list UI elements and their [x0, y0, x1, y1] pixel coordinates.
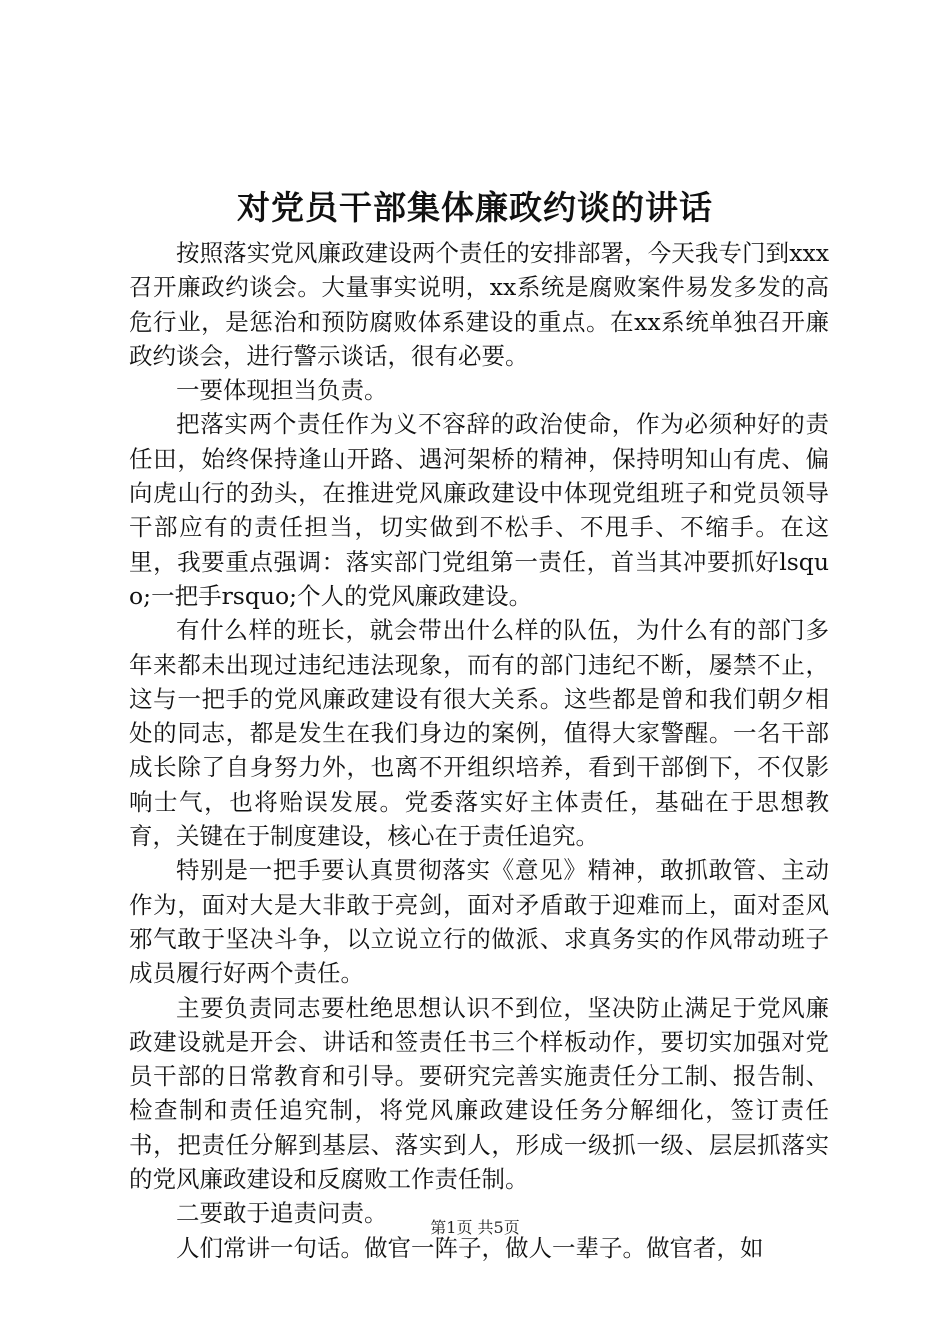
- body-paragraph: 有什么样的班长，就会带出什么样的队伍，为什么有的部门多年来都未出现过违纪违法现象，而有的部门违纪不断，屡禁不止，这与一把手的党风廉政建设有很大关系。这些都是曾和我们朝夕相处的同志，都是发生在我们身边的案例，值得大家警醒。一名干部成长除了自身努力外，也离不开组织培养，看到干部倒下，不仅影响士气，也将贻误发展。党委落实好主体责任，基础在于思想教育，关键在于制度建设，核心在于责任追究。: [129, 616, 829, 851]
- body-paragraph: 把落实两个责任作为义不容辞的政治使命，作为必须种好的责任田，始终保持逢山开路、遇河架桥的精神，保持明知山有虎、偏向虎山行的劲头，在推进党风廉政建设中体现党组班子和党员领导干部应有的责任担当，切实做到不松手、不甩手、不缩手。在这里，我要重点强调：落实部门党组第一责任，首当其冲要抓好lsquo;一把手rsquo;个人的党风廉政建设。: [129, 410, 829, 610]
- body-paragraph: 特别是一把手要认真贯彻落实《意见》精神，敢抓敢管、主动作为，面对大是大非敢于亮剑，面对矛盾敢于迎难而上，面对歪风邪气敢于坚决斗争，以立说立行的做派、求真务实的作风带动班子成员履行好两个责任。: [129, 856, 829, 988]
- page-number-footer: 第1页 共5页: [430, 1218, 520, 1237]
- document-title: 对党员干部集体廉政约谈的讲话: [237, 188, 713, 227]
- body-paragraph: 主要负责同志要杜绝思想认识不到位，坚决防止满足于党风廉政建设就是开会、讲话和签责任书三个样板动作，要切实加强对党员干部的日常教育和引导。要研究完善实施责任分工制、报告制、检查制和责任追究制，将党风廉政建设任务分解细化，签订责任书，把责任分解到基层、落实到人，形成一级抓一级、层层抓落实的党风廉政建设和反腐败工作责任制。: [129, 993, 829, 1194]
- section-heading: 二要敢于追责问责。: [176, 1199, 388, 1228]
- document-body: [129, 236, 829, 1265]
- section-heading: 一要体现担当负责。: [176, 376, 388, 405]
- body-paragraph: 人们常讲一句话。做官一阵子，做人一辈子。做官者，如: [176, 1233, 764, 1262]
- body-paragraph: 按照落实党风廉政建设两个责任的安排部署，今天我专门到xxx召开廉政约谈会。大量事实说明，xx系统是腐败案件易发多发的高危行业，是惩治和预防腐败体系建设的重点。在xx系统单独召开廉政约谈会，进行警示谈话，很有必要。: [129, 239, 829, 370]
